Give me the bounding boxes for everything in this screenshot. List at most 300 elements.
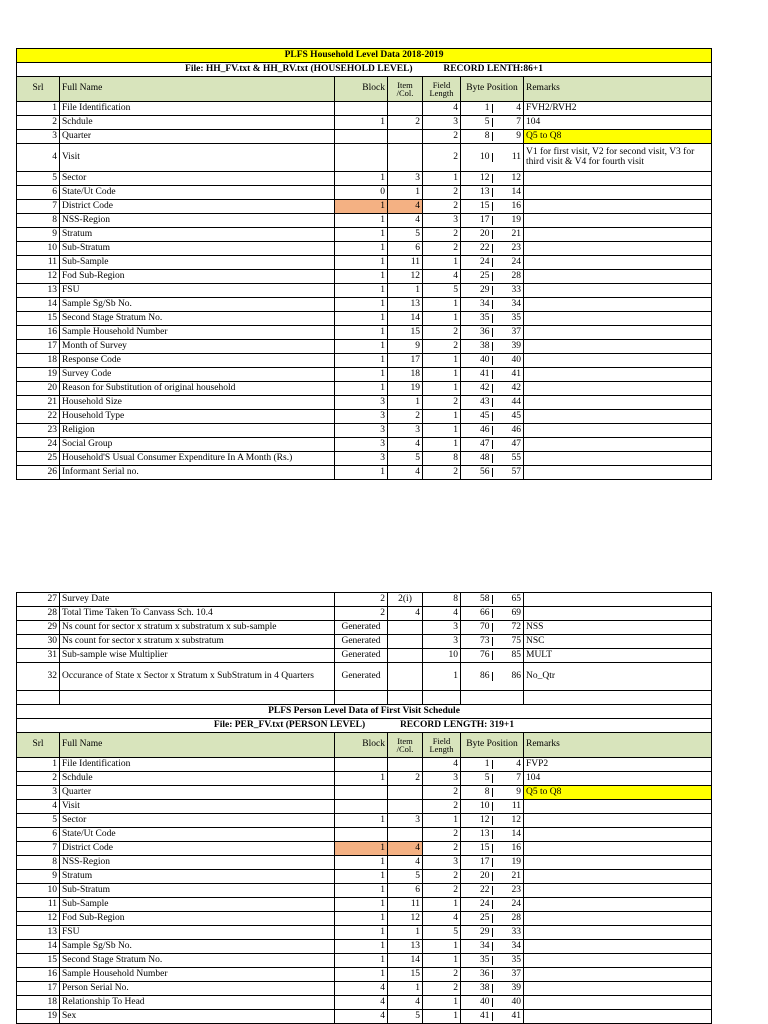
table-row (17, 954, 712, 968)
field-length-cell: 4 (423, 102, 461, 116)
srl-cell: 17 (17, 982, 60, 996)
byte-to: 46 (511, 424, 521, 435)
srl-cell: 8 (17, 214, 60, 228)
remarks-cell (524, 466, 712, 480)
block-cell: 3 (335, 424, 388, 438)
table-row (17, 452, 712, 466)
item-cell: 14 (388, 312, 423, 326)
byte-position-cell (461, 130, 524, 144)
remarks-cell (524, 814, 712, 828)
table-row (17, 800, 712, 814)
byte-position-cell (461, 354, 524, 368)
table-row (17, 982, 712, 996)
block-cell: 1 (335, 340, 388, 354)
byte-from: 43 (461, 398, 493, 408)
byte-position-cell (461, 270, 524, 284)
byte-from: 34 (461, 942, 493, 952)
item-cell (388, 130, 423, 144)
byte-from: 58 (461, 595, 493, 605)
remarks-cell (524, 593, 712, 607)
item-cell: 4 (388, 438, 423, 452)
full-name-cell: Survey Code (60, 368, 335, 382)
byte-to: 65 (511, 593, 521, 604)
remarks-cell (524, 968, 712, 982)
full-name-cell: Person Serial No. (60, 982, 335, 996)
byte-position-cell (461, 284, 524, 298)
block-cell: 1 (335, 772, 388, 786)
item-cell: 1 (388, 982, 423, 996)
table-row (17, 593, 712, 607)
item-cell: 6 (388, 242, 423, 256)
byte-to: 9 (516, 130, 521, 141)
item-cell: 4 (388, 200, 423, 214)
byte-from: 1 (461, 104, 493, 114)
byte-position-cell (461, 870, 524, 884)
byte-from: 12 (461, 174, 493, 184)
field-length-cell: 4 (423, 912, 461, 926)
field-length-cell: 1 (423, 410, 461, 424)
remarks-cell (524, 856, 712, 870)
byte-from: 10 (461, 153, 493, 163)
byte-position-cell (461, 368, 524, 382)
byte-to: 55 (511, 452, 521, 463)
table-row (17, 326, 712, 340)
item-cell: 1 (388, 186, 423, 200)
field-length-cell: 2 (423, 228, 461, 242)
byte-position-cell (461, 326, 524, 340)
byte-position-cell (461, 800, 524, 814)
field-length-cell: 4 (423, 607, 461, 621)
field-length-cell: 4 (423, 758, 461, 772)
byte-position-cell (461, 593, 524, 607)
srl-cell: 22 (17, 410, 60, 424)
full-name-cell: Informant Serial no. (60, 466, 335, 480)
table-row (17, 786, 712, 800)
byte-position-cell (461, 396, 524, 410)
byte-to: 7 (516, 116, 521, 127)
srl-cell: 15 (17, 954, 60, 968)
byte-position-cell (461, 898, 524, 912)
byte-from: 86 (461, 672, 493, 682)
block-cell: 1 (335, 870, 388, 884)
byte-from: 15 (461, 202, 493, 212)
srl-cell: 1 (17, 102, 60, 116)
table-row (17, 102, 712, 116)
byte-from: 29 (461, 286, 493, 296)
table-row (17, 382, 712, 396)
byte-position-cell (461, 242, 524, 256)
byte-to: 28 (511, 912, 521, 923)
item-cell: 2 (388, 410, 423, 424)
field-length-cell: 1 (423, 298, 461, 312)
byte-to: 45 (511, 410, 521, 421)
byte-position-cell (461, 256, 524, 270)
block-cell: 3 (335, 410, 388, 424)
block-cell: 1 (335, 940, 388, 954)
item-cell: 19 (388, 382, 423, 396)
byte-position-cell (461, 758, 524, 772)
byte-from: 34 (461, 300, 493, 310)
byte-position-cell (461, 144, 524, 172)
srl-cell: 12 (17, 270, 60, 284)
remarks-cell (524, 452, 712, 466)
byte-position-cell (461, 649, 524, 663)
full-name-cell: Sample Sg/Sb No. (60, 940, 335, 954)
col-field-length: Field Length (423, 733, 461, 758)
remarks-cell (524, 228, 712, 242)
byte-from: 36 (461, 970, 493, 980)
srl-cell: 28 (17, 607, 60, 621)
remarks-cell (524, 954, 712, 968)
item-cell: 5 (388, 870, 423, 884)
item-cell: 5 (388, 228, 423, 242)
byte-to: 72 (511, 621, 521, 632)
full-name-cell: Relationship To Head (60, 996, 335, 1010)
srl-cell: 14 (17, 298, 60, 312)
byte-from: 20 (461, 872, 493, 882)
field-length-cell: 1 (423, 663, 461, 691)
blank-row (17, 691, 712, 705)
srl-cell: 9 (17, 870, 60, 884)
remarks-cell (524, 898, 712, 912)
byte-to: 47 (511, 438, 521, 449)
block-cell: Generated (335, 649, 388, 663)
byte-from: 36 (461, 328, 493, 338)
remarks-cell (524, 800, 712, 814)
byte-from: 24 (461, 900, 493, 910)
byte-to: 40 (511, 996, 521, 1007)
byte-to: 44 (511, 396, 521, 407)
srl-cell: 20 (17, 382, 60, 396)
srl-cell: 27 (17, 593, 60, 607)
field-length-cell: 2 (423, 396, 461, 410)
block-cell: 2 (335, 593, 388, 607)
full-name-cell: Sub-Stratum (60, 242, 335, 256)
byte-from: 35 (461, 956, 493, 966)
col-remarks: Remarks (524, 77, 712, 102)
byte-position-cell (461, 410, 524, 424)
byte-position-cell (461, 466, 524, 480)
full-name-cell: Sector (60, 172, 335, 186)
byte-from: 10 (461, 802, 493, 812)
remarks-cell (524, 870, 712, 884)
field-length-cell: 1 (423, 312, 461, 326)
block-cell: 1 (335, 898, 388, 912)
table-row (17, 368, 712, 382)
table-row (17, 898, 712, 912)
block-cell: 1 (335, 242, 388, 256)
full-name-cell: Ns count for sector x stratum x substratum (60, 635, 335, 649)
field-length-cell: 1 (423, 1010, 461, 1024)
byte-to: 37 (511, 968, 521, 979)
remarks-cell: FVP2 (524, 758, 712, 772)
byte-position-cell (461, 116, 524, 130)
item-cell: 13 (388, 298, 423, 312)
full-name-cell: District Code (60, 842, 335, 856)
srl-cell: 3 (17, 786, 60, 800)
remarks-cell (524, 186, 712, 200)
block-cell (335, 786, 388, 800)
field-length-cell: 2 (423, 340, 461, 354)
remarks-cell (524, 172, 712, 186)
block-cell (335, 800, 388, 814)
byte-position-cell (461, 814, 524, 828)
block-cell (335, 828, 388, 842)
byte-from: 73 (461, 637, 493, 647)
col-block: Block (335, 733, 388, 758)
full-name-cell: Sub-Stratum (60, 884, 335, 898)
table-row (17, 130, 712, 144)
item-cell: 3 (388, 172, 423, 186)
byte-from: 38 (461, 984, 493, 994)
full-name-cell: Stratum (60, 870, 335, 884)
block-cell: 1 (335, 368, 388, 382)
field-length-cell: 8 (423, 593, 461, 607)
field-length-cell: 10 (423, 649, 461, 663)
field-length-cell: 2 (423, 786, 461, 800)
block-cell: 1 (335, 814, 388, 828)
table-row (17, 410, 712, 424)
byte-position-cell (461, 214, 524, 228)
field-length-cell: 2 (423, 242, 461, 256)
field-length-cell: 1 (423, 382, 461, 396)
full-name-cell: Sample Sg/Sb No. (60, 298, 335, 312)
srl-cell: 18 (17, 354, 60, 368)
srl-cell: 19 (17, 368, 60, 382)
byte-from: 8 (461, 788, 493, 798)
field-length-cell: 1 (423, 954, 461, 968)
srl-cell: 10 (17, 884, 60, 898)
remarks-cell (524, 214, 712, 228)
item-cell (388, 102, 423, 116)
field-length-cell: 3 (423, 621, 461, 635)
field-length-cell: 2 (423, 326, 461, 340)
byte-position-cell (461, 772, 524, 786)
item-cell: 4 (388, 466, 423, 480)
item-cell: 3 (388, 814, 423, 828)
table-row (17, 312, 712, 326)
srl-cell: 5 (17, 814, 60, 828)
byte-to: 16 (511, 842, 521, 853)
byte-to: 14 (511, 828, 521, 839)
byte-to: 75 (511, 635, 521, 646)
srl-cell: 26 (17, 466, 60, 480)
byte-position-cell (461, 438, 524, 452)
byte-from: 29 (461, 928, 493, 938)
remarks-cell: 104 (524, 116, 712, 130)
byte-to: 35 (511, 312, 521, 323)
item-cell: 17 (388, 354, 423, 368)
table-row (17, 144, 712, 172)
byte-position-cell (461, 884, 524, 898)
field-length-cell: 1 (423, 172, 461, 186)
table-row (17, 621, 712, 635)
full-name-cell: Reason for Substitution of original household (60, 382, 335, 396)
block-cell: 1 (335, 912, 388, 926)
remarks-cell (524, 298, 712, 312)
byte-to: 21 (511, 228, 521, 239)
byte-to: 42 (511, 382, 521, 393)
byte-position-cell (461, 312, 524, 326)
hh-file-name: File: HH_FV.txt & HH_RV.txt (HOUSEHOLD LEVEL) (185, 63, 413, 74)
table-row (17, 828, 712, 842)
byte-position-cell (461, 382, 524, 396)
full-name-cell: Household Size (60, 396, 335, 410)
remarks-cell (524, 926, 712, 940)
full-name-cell: Second Stage Stratum No. (60, 312, 335, 326)
table-row (17, 1010, 712, 1024)
full-name-cell: Sub-sample wise Multiplier (60, 649, 335, 663)
household-table (16, 48, 712, 480)
remarks-cell (524, 200, 712, 214)
byte-position-cell (461, 786, 524, 800)
remarks-cell (524, 842, 712, 856)
table-row (17, 396, 712, 410)
col-field-length: Field Length (423, 77, 461, 102)
byte-position-cell (461, 200, 524, 214)
block-cell: 0 (335, 186, 388, 200)
block-cell (335, 758, 388, 772)
byte-position-cell (461, 982, 524, 996)
byte-position-cell (461, 828, 524, 842)
table-row (17, 256, 712, 270)
remarks-cell (524, 242, 712, 256)
remarks-cell: V1 for first visit, V2 for second visit, V3 for third visit & V4 for fourth visit (524, 144, 712, 172)
remarks-cell (524, 284, 712, 298)
byte-to: 86 (511, 670, 521, 681)
srl-cell: 17 (17, 340, 60, 354)
block-cell: 1 (335, 312, 388, 326)
srl-cell: 30 (17, 635, 60, 649)
field-length-cell: 1 (423, 940, 461, 954)
field-length-cell: 2 (423, 884, 461, 898)
byte-to: 23 (511, 242, 521, 253)
full-name-cell: NSS-Region (60, 856, 335, 870)
item-cell: 4 (388, 996, 423, 1010)
byte-position-cell (461, 1010, 524, 1024)
byte-to: 24 (511, 256, 521, 267)
remarks-cell (524, 424, 712, 438)
table-row (17, 284, 712, 298)
item-cell: 12 (388, 912, 423, 926)
srl-cell: 32 (17, 663, 60, 691)
per-file-line (17, 719, 712, 733)
full-name-cell: Schdule (60, 116, 335, 130)
item-cell: 1 (388, 396, 423, 410)
field-length-cell: 3 (423, 116, 461, 130)
byte-position-cell (461, 926, 524, 940)
byte-from: 66 (461, 609, 493, 619)
field-length-cell: 4 (423, 270, 461, 284)
srl-cell: 19 (17, 1010, 60, 1024)
table-row (17, 298, 712, 312)
byte-from: 5 (461, 774, 493, 784)
field-length-cell: 2 (423, 828, 461, 842)
block-cell: Generated (335, 621, 388, 635)
srl-cell: 11 (17, 256, 60, 270)
block-cell: 1 (335, 926, 388, 940)
col-srl: Srl (17, 77, 60, 102)
byte-to: 34 (511, 940, 521, 951)
col-item: Item /Col. (388, 77, 423, 102)
byte-position-cell (461, 424, 524, 438)
field-length-cell: 1 (423, 354, 461, 368)
byte-from: 12 (461, 816, 493, 826)
block-cell: 4 (335, 1010, 388, 1024)
full-name-cell: Household Type (60, 410, 335, 424)
item-cell: 1 (388, 926, 423, 940)
field-length-cell: 2 (423, 186, 461, 200)
byte-to: 40 (511, 354, 521, 365)
block-cell: 1 (335, 270, 388, 284)
full-name-cell: Sample Household Number (60, 968, 335, 982)
item-cell: 2(i) (388, 593, 423, 607)
srl-cell: 7 (17, 842, 60, 856)
table-row (17, 663, 712, 691)
srl-cell: 13 (17, 284, 60, 298)
remarks-cell (524, 382, 712, 396)
srl-cell: 11 (17, 898, 60, 912)
field-length-cell: 2 (423, 842, 461, 856)
table-row (17, 649, 712, 663)
byte-from: 47 (461, 440, 493, 450)
byte-to: 24 (511, 898, 521, 909)
table-row (17, 996, 712, 1010)
remarks-cell: Q5 to Q8 (524, 130, 712, 144)
per-header-row (17, 733, 712, 758)
remarks-cell (524, 270, 712, 284)
col-byte-position: Byte Position (461, 733, 524, 758)
full-name-cell: Stratum (60, 228, 335, 242)
full-name-cell: State/Ut Code (60, 186, 335, 200)
byte-from: 24 (461, 258, 493, 268)
block-cell: 1 (335, 954, 388, 968)
full-name-cell: Sample Household Number (60, 326, 335, 340)
remarks-cell (524, 396, 712, 410)
item-cell: 4 (388, 842, 423, 856)
table-row (17, 772, 712, 786)
per-file-name: File: PER_FV.txt (PERSON LEVEL) (213, 719, 366, 730)
full-name-cell: Ns count for sector x stratum x substratum x sub-sample (60, 621, 335, 635)
remarks-cell: No_Qtr (524, 663, 712, 691)
col-block: Block (335, 77, 388, 102)
byte-from: 76 (461, 651, 493, 661)
table-row (17, 424, 712, 438)
full-name-cell: Sector (60, 814, 335, 828)
byte-position-cell (461, 842, 524, 856)
field-length-cell: 2 (423, 466, 461, 480)
full-name-cell: Visit (60, 800, 335, 814)
item-cell: 11 (388, 898, 423, 912)
block-cell: 1 (335, 968, 388, 982)
item-cell: 13 (388, 940, 423, 954)
table-row (17, 172, 712, 186)
col-item: Item /Col. (388, 733, 423, 758)
byte-from: 17 (461, 858, 493, 868)
household-continuation-table (16, 592, 712, 1024)
full-name-cell: Religion (60, 424, 335, 438)
srl-cell: 12 (17, 912, 60, 926)
col-full-name: Full Name (60, 77, 335, 102)
srl-cell: 1 (17, 758, 60, 772)
byte-position-cell (461, 996, 524, 1010)
table-row (17, 116, 712, 130)
remarks-cell (524, 410, 712, 424)
byte-to: 41 (511, 1010, 521, 1021)
byte-to: 9 (516, 786, 521, 797)
srl-cell: 13 (17, 926, 60, 940)
srl-cell: 25 (17, 452, 60, 466)
